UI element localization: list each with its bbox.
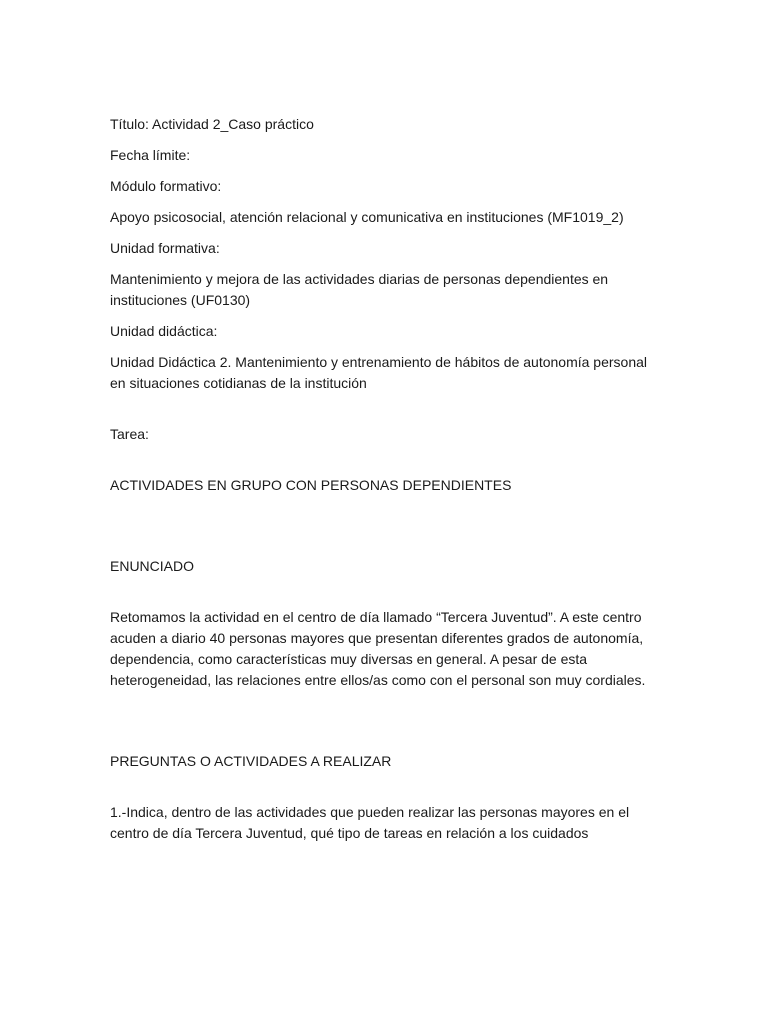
didactic-unit-value: Unidad Didáctica 2. Mantenimiento y entrenamiento de hábitos de autonomía personal en situaciones cotidianas de la institución [110,354,647,391]
statement-heading: ENUNCIADO [110,558,195,574]
task-value: ACTIVIDADES EN GRUPO CON PERSONAS DEPENDIENTES [110,477,512,493]
statement-text: Retomamos la actividad en el centro de día llamado “Tercera Juventud”. A este centro acuden a diario 40 personas mayores que presentan diferentes grados de autonomía, dependencia, como características muy diversas en general. A pesar de esta heterogeneidad, las relaciones entre ellos/as como con el personal son muy cordiales. [110,609,646,688]
deadline-line: Fecha límite: [110,147,191,163]
didactic-unit-label: Unidad didáctica: [110,323,218,339]
training-unit-label: Unidad formativa: [110,240,220,256]
title-line: Título: Actividad 2_Caso práctico [110,116,314,132]
document-body [110,114,655,854]
module-value: Apoyo psicosocial, atención relacional y comunicativa en instituciones (MF1019_2) [110,209,624,225]
task-label: Tarea: [110,426,149,442]
module-label: Módulo formativo: [110,178,222,194]
questions-heading: PREGUNTAS O ACTIVIDADES A REALIZAR [110,753,392,769]
training-unit-value: Mantenimiento y mejora de las actividades diarias de personas dependientes en instituciones (UF0130) [110,271,609,308]
question-1: 1.-Indica, dentro de las actividades que pueden realizar las personas mayores en el centro de día Tercera Juventud, qué tipo de tareas en relación a los cuidados [110,804,630,841]
